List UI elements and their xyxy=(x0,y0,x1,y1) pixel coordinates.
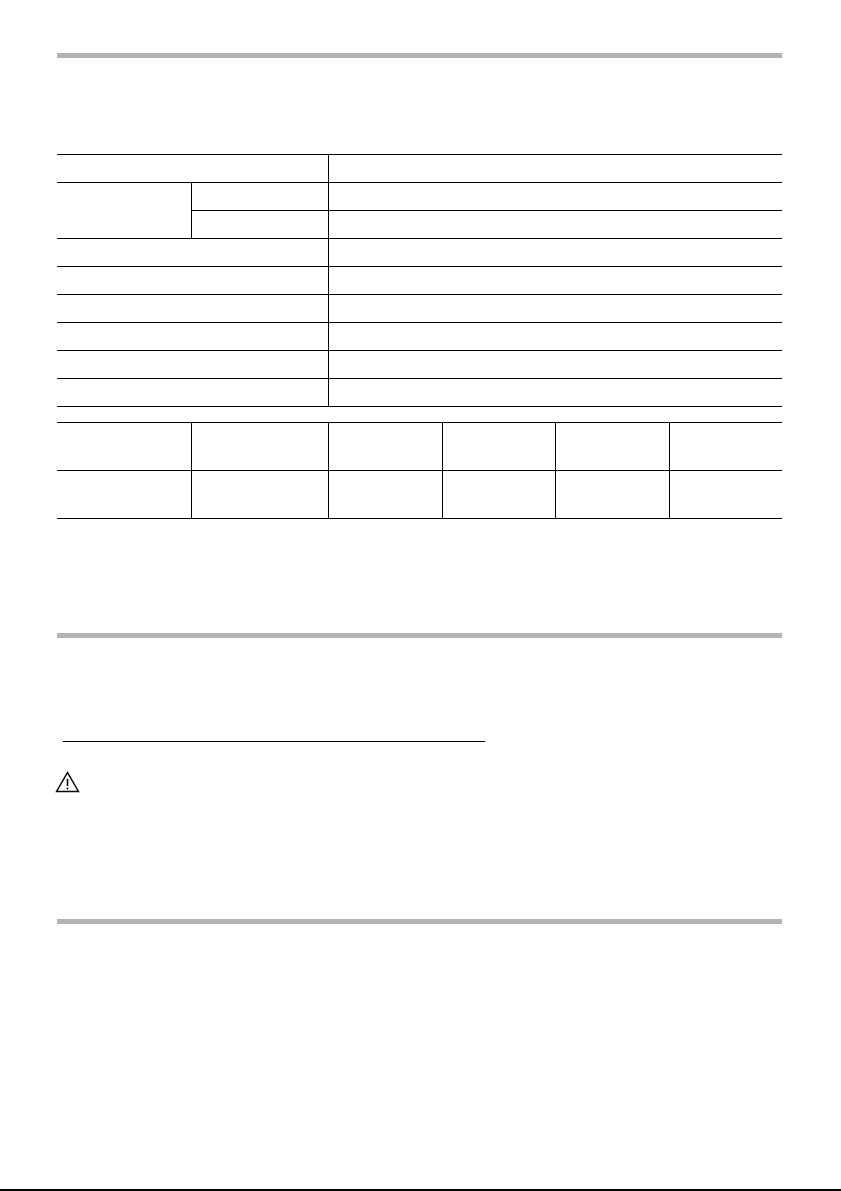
table-line xyxy=(57,406,782,407)
table-line xyxy=(191,182,192,238)
table-line xyxy=(57,182,782,183)
table-line xyxy=(57,266,782,267)
table-line xyxy=(328,154,329,406)
table-line xyxy=(57,422,782,423)
table-line xyxy=(57,322,782,323)
table-line xyxy=(57,470,782,471)
table-line xyxy=(328,422,329,518)
underline-rule xyxy=(63,741,485,742)
table-line xyxy=(191,422,192,518)
section-rule-specifications xyxy=(57,53,782,58)
table-line xyxy=(191,210,782,211)
table-line xyxy=(57,154,782,155)
section-rule-safety xyxy=(57,633,782,638)
table-line xyxy=(442,422,443,518)
table-line xyxy=(57,378,782,379)
table-line xyxy=(57,238,782,239)
table-line xyxy=(57,518,782,519)
table-line xyxy=(669,422,670,518)
section-rule-third xyxy=(57,919,782,924)
table-line xyxy=(57,294,782,295)
table-line xyxy=(57,350,782,351)
warning-triangle-icon xyxy=(55,771,80,793)
table-line xyxy=(555,422,556,518)
